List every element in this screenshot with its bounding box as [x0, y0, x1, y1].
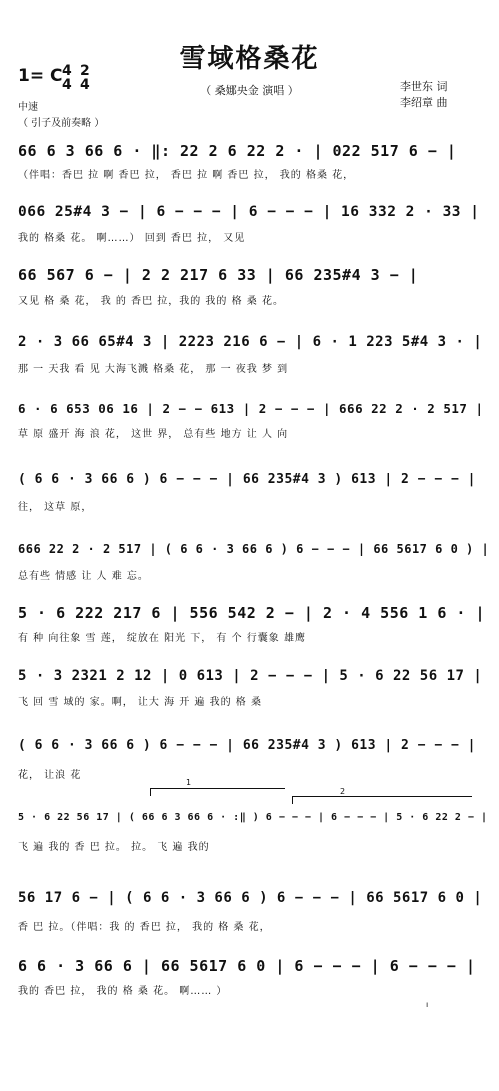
score-row-3-lyric: 又见 格 桑 花， 我 的 香巴 拉，我的 我的 格 桑 花。 — [18, 296, 284, 307]
second-ending-bracket-left — [292, 796, 293, 804]
lyricist-credit: 李世东 词 — [400, 80, 448, 93]
score-row-2-notes: 066 25#4 3 − | 6 − − − | 6 − − − | 16 332 2 · 33 | — [18, 204, 480, 220]
score-row-3-notes: 66 567 6 − | 2 2 217 6 33 | 66 235#4 3 − | — [18, 266, 419, 284]
score-row-12-lyric: 香 巴 拉。（伴唱：我 的 香巴 拉， 我的 格 桑 花， — [18, 922, 271, 933]
time-signature-2-4: 2 4 — [80, 63, 90, 93]
score-row-7-lyric: 总有些 情感 让 人 难 忘。 — [18, 571, 149, 582]
first-ending-bracket — [150, 788, 285, 789]
score-row-6-lyric: 往， 这草 原， — [18, 502, 93, 513]
score-row-2-lyric: 我的 格桑 花。 啊……） 回到 香巴 拉， 又见 — [18, 233, 246, 244]
score-row-10-lyric: 花， 让浪 花 — [18, 770, 82, 781]
score-row-4-notes: 2 · 3 66 65#4 3 | 2223 216 6 − | 6 · 1 223 5#4 3 · | — [18, 334, 483, 350]
score-row-1-lyric: （伴唱：香巴 拉 啊 香巴 拉， 香巴 拉 啊 香巴 拉， 我的 格桑 花， — [18, 170, 355, 181]
score-row-5-notes: 6 · 6 653 06 16 | 2 − − 613 | 2 − − − | 666 22 2 · 2 517 | — [18, 401, 484, 416]
tempo-marking: 中速 — [18, 102, 38, 113]
score-row-6-notes: ( 6 6 · 3 66 6 ) 6 − − − | 66 235#4 3 ) 613 | 2 − − − | — [18, 472, 476, 487]
score-row-13-notes: 6 6 · 3 66 6 | 66 5617 6 0 | 6 − − − | 6 − − − | — [18, 957, 476, 975]
score-row-1-notes: 66 6 3 66 6 · ‖: 22 2 6 22 2 · | 022 517 6 − | — [18, 142, 457, 160]
score-row-11-lyric: 飞 遍 我的 香 巴 拉。 拉。 飞 遍 我的 — [18, 842, 210, 853]
performer-line: （ 桑娜央金 演唱 ） — [200, 84, 299, 97]
intro-note: （ 引子及前奏略 ） — [18, 118, 105, 129]
score-row-10-notes: ( 6 6 · 3 66 6 ) 6 − − − | 66 235#4 3 ) 613 | 2 − − − | — [18, 738, 476, 753]
score-row-11-notes: 5 · 6 22 56 17 | ( 66 6 3 66 6 · :‖ ) 6 − − − | 6 − − − | 5 · 6 22 2 − | — [18, 812, 488, 823]
second-ending-bracket — [292, 796, 472, 797]
time-signature-4-4: 4 4 — [62, 63, 72, 93]
score-row-12-notes: 56 17 6 − | ( 6 6 · 3 66 6 ) 6 − − − | 66 5617 6 0 | — [18, 890, 483, 906]
score-row-9-notes: 5 · 3 2321 2 12 | 0 613 | 2 − − − | 5 · 6 22 56 17 | — [18, 668, 483, 684]
score-row-5-lyric: 草 原 盛开 海 浪 花， 这世 界， 总有些 地方 让 人 向 — [18, 429, 289, 440]
first-ending-bracket-left — [150, 788, 151, 796]
score-row-8-lyric: 有 种 向往象 雪 莲， 绽放在 阳光 下， 有 个 行囊象 雄鹰 — [18, 633, 306, 644]
score-row-9-lyric: 飞 回 雪 域的 家。啊， 让大 海 开 遍 我的 格 桑 — [18, 697, 262, 708]
first-ending-number: 1 — [186, 778, 192, 787]
composer-credit: 李绍章 曲 — [400, 96, 448, 109]
score-row-7-notes: 666 22 2 · 2 517 | ( 6 6 · 3 66 6 ) 6 − − − | 66 5617 6 0 ) | — [18, 542, 490, 556]
score-row-8-notes: 5 · 6 222 217 6 | 556 542 2 − | 2 · 4 556 1 6 · | — [18, 604, 486, 622]
key-signature: 1= C — [18, 66, 63, 86]
song-title: 雪域格桑花 — [179, 44, 320, 74]
score-row-4-lyric: 那 一 天我 看 见 大海飞溅 格桑 花， 那 一 夜我 梦 到 — [18, 364, 289, 375]
page-mark: ı — [426, 1000, 429, 1009]
second-ending-number: 2 — [340, 787, 346, 796]
score-row-13-lyric: 我的 香巴 拉， 我的 格 桑 花。 啊…… ） — [18, 986, 228, 997]
